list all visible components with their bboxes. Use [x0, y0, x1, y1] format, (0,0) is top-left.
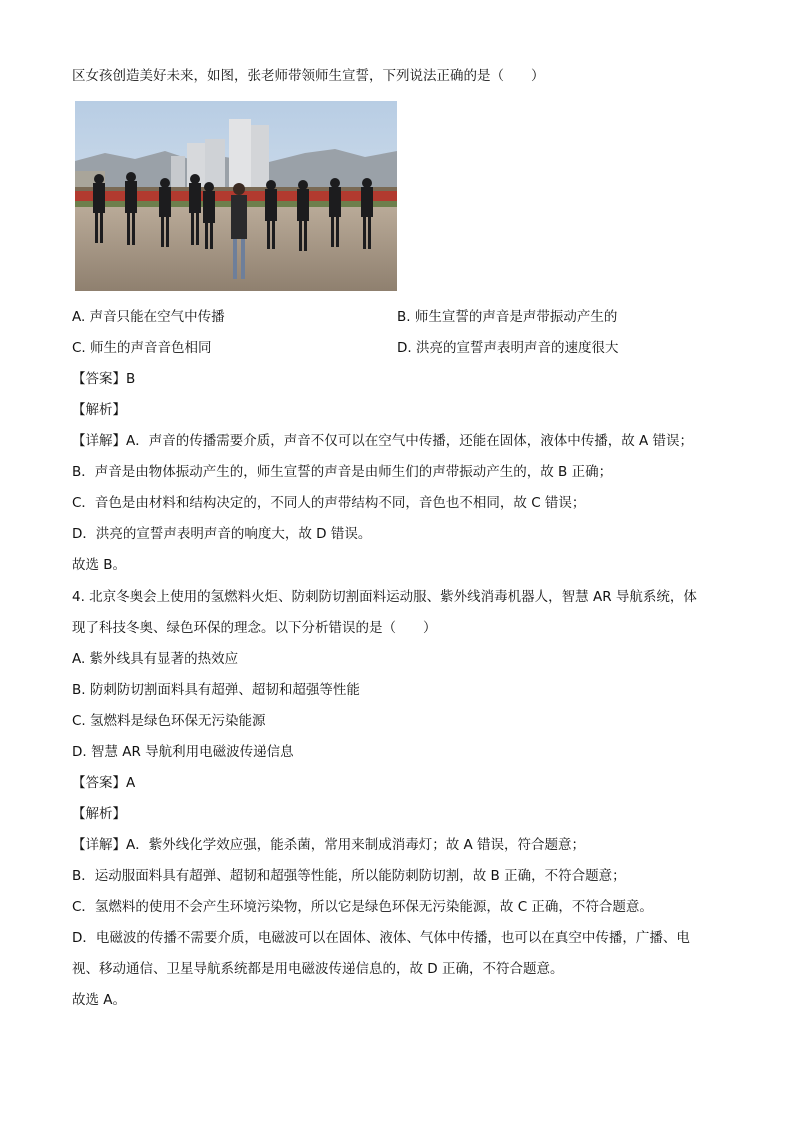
q4-option-a: A. 紫外线具有显著的热效应 [72, 651, 239, 667]
q4-option-c: C. 氢燃料是绿色环保无污染能源 [72, 713, 266, 729]
q3-answer: 【答案】B [72, 371, 136, 387]
q4-detail-line: 视、移动通信、卫星导航系统都是用电磁波传递信息的，故 D 正确，不符合题意。 [72, 961, 564, 977]
q3-detail-line: B．声音是由物体振动产生的，师生宣誓的声音是由师生们的声带振动产生的，故 B 正确； [72, 464, 613, 480]
q3-option-d: D. 洪亮的宣誓声表明声音的速度很大 [397, 340, 619, 356]
oath-photo [75, 101, 397, 291]
question-3-stem: 区女孩创造美好未来，如图，张老师带领师生宣誓，下列说法正确的是（ ） [72, 68, 545, 84]
q4-answer: 【答案】A [72, 775, 136, 791]
q4-conclusion: 故选 A。 [72, 992, 127, 1008]
q3-detail-line: C．音色是由材料和结构决定的，不同人的声带结构不同，音色也不相同，故 C 错误； [72, 495, 586, 511]
q4-option-b: B. 防刺防切割面料具有超弹、超韧和超强等性能 [72, 682, 360, 698]
q3-detail-line: D．洪亮的宣誓声表明声音的响度大，故 D 错误。 [72, 526, 372, 542]
q4-option-d: D. 智慧 AR 导航利用电磁波传递信息 [72, 744, 294, 760]
q4-detail-line: C．氢燃料的使用不会产生环境污染物，所以它是绿色环保无污染能源，故 C 正确，不符合题意。 [72, 899, 653, 915]
q4-detail-line: 【详解】A．紫外线化学效应强，能杀菌，常用来制成消毒灯；故 A 错误，符合题意； [72, 837, 586, 853]
q4-analysis-label: 【解析】 [72, 806, 126, 822]
q3-analysis-label: 【解析】 [72, 402, 126, 418]
q3-conclusion: 故选 B。 [72, 557, 127, 573]
q3-option-b: B. 师生宣誓的声音是声带振动产生的 [397, 309, 618, 325]
question-4-stem: 现了科技冬奥、绿色环保的理念。以下分析错误的是（ ） [72, 620, 437, 636]
q3-option-a: A. 声音只能在空气中传播 [72, 309, 225, 325]
q4-detail-line: B．运动服面料具有超弹、超韧和超强等性能，所以能防刺防切割，故 B 正确，不符合题意； [72, 868, 626, 884]
q3-detail-line: 【详解】A．声音的传播需要介质，声音不仅可以在空气中传播，还能在固体，液体中传播，故 A 错误； [72, 433, 694, 449]
q3-option-c: C. 师生的声音音色相同 [72, 340, 212, 356]
q4-detail-line: D．电磁波的传播不需要介质，电磁波可以在固体、液体、气体中传播，也可以在真空中传播，广播、电 [72, 930, 690, 946]
question-4-stem: 4. 北京冬奥会上使用的氢燃料火炬、防刺防切割面料运动服、紫外线消毒机器人，智慧 AR 导航系统，体 [72, 589, 697, 605]
